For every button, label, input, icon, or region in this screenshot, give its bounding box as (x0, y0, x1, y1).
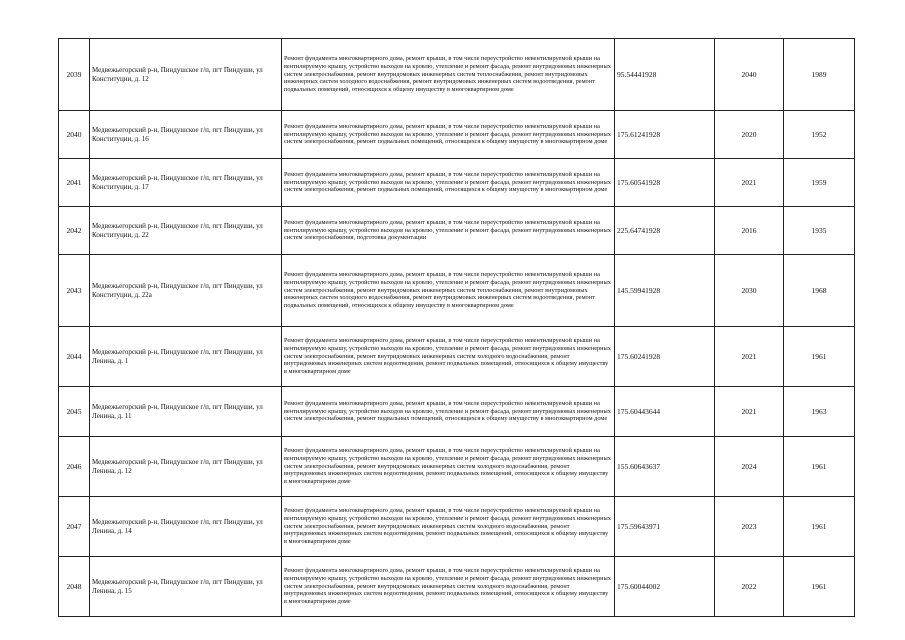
built-year-cell: 1959 (784, 159, 855, 207)
built-year-cell: 1968 (784, 255, 855, 327)
table-row (59, 39, 855, 111)
built-year-cell: 1989 (784, 39, 855, 111)
built-year-cell: 1961 (784, 497, 855, 557)
row-number: 2042 (59, 207, 90, 255)
repair-program-table (58, 38, 855, 617)
built-year-cell: 1952 (784, 111, 855, 159)
built-year-cell: 1963 (784, 387, 855, 437)
built-year-cell: 1961 (784, 557, 855, 617)
row-number: 2039 (59, 39, 90, 111)
cost-cell: 175.60241928 (615, 327, 715, 387)
table-row (59, 255, 855, 327)
address-cell: Медвежьегорский р-н, Пиндушское г/п, пгт Пиндуши, ул Ленина, д. 14 (90, 497, 282, 557)
planned-year-cell: 2040 (715, 39, 784, 111)
table-row (59, 557, 855, 617)
address-cell: Медвежьегорский р-н, Пиндушское г/п, пгт Пиндуши, ул Ленина, д. 11 (90, 387, 282, 437)
works-cell: Ремонт фундамента многоквартирного дома, ремонт крыши, в том числе переустройство невентилируемой крыши на вентилируемую крышу, устройство выходов на кровлю, утепление и ремонт фасада, ремонт внутридомовых инженерных систем электроснабжения, ремонт подвальных помещений, относящихся к общему имуществу в многоквартирном доме (282, 111, 615, 159)
built-year-cell: 1961 (784, 327, 855, 387)
cost-cell: 175.61241928 (615, 111, 715, 159)
table-row (59, 387, 855, 437)
works-cell: Ремонт фундамента многоквартирного дома, ремонт крыши, в том числе переустройство невентилируемой крыши на вентилируемую крышу, устройство выходов на кровлю, утепление и ремонт фасада, ремонт внутридомовых инженерных систем электроснабжения, ремонт внутридомовых инженерных систем холодного водоснабжения, ремонт внутридомовых инженерных систем водоотведения, ремонт подвальных помещений, относящихся к общему имуществу в многоквартирном доме (282, 327, 615, 387)
planned-year-cell: 2020 (715, 111, 784, 159)
address-cell: Медвежьегорский р-н, Пиндушское г/п, пгт Пиндуши, ул Ленина, д. 15 (90, 557, 282, 617)
address-cell: Медвежьегорский р-н, Пиндушское г/п, пгт Пиндуши, ул Конституции, д. 12 (90, 39, 282, 111)
cost-cell: 175.60044002 (615, 557, 715, 617)
works-cell: Ремонт фундамента многоквартирного дома, ремонт крыши, в том числе переустройство невентилируемой крыши на вентилируемую крышу, устройство выходов на кровлю, утепление и ремонт фасада, ремонт внутридомовых инженерных систем электроснабжения, ремонт внутридомовых инженерных систем теплоснабжения, ремонт внутридомовых инженерных систем холодного водоснабжения, ремонт внутридомовых инженерных систем водоотведения, ремонт подвальных помещений, относящихся к общему имуществу в многоквартирном доме (282, 39, 615, 111)
planned-year-cell: 2024 (715, 437, 784, 497)
address-cell: Медвежьегорский р-н, Пиндушское г/п, пгт Пиндуши, ул Конституции, д. 22 (90, 207, 282, 255)
planned-year-cell: 2021 (715, 387, 784, 437)
planned-year-cell: 2023 (715, 497, 784, 557)
row-number: 2040 (59, 111, 90, 159)
cost-cell: 225.64741928 (615, 207, 715, 255)
planned-year-cell: 2016 (715, 207, 784, 255)
cost-cell: 145.59941928 (615, 255, 715, 327)
address-cell: Медвежьегорский р-н, Пиндушское г/п, пгт Пиндуши, ул Ленина, д. 12 (90, 437, 282, 497)
address-cell: Медвежьегорский р-н, Пиндушское г/п, пгт Пиндуши, ул Ленина, д. 1 (90, 327, 282, 387)
cost-cell: 155.60643637 (615, 437, 715, 497)
row-number: 2044 (59, 327, 90, 387)
works-cell: Ремонт фундамента многоквартирного дома, ремонт крыши, в том числе переустройство невентилируемой крыши на вентилируемую крышу, устройство выходов на кровлю, утепление и ремонт фасада, ремонт внутридомовых инженерных систем электроснабжения, ремонт внутридомовых инженерных систем холодного водоснабжения, ремонт внутридомовых инженерных систем водоотведения, ремонт подвальных помещений, относящихся к общему имуществу в многоквартирном доме (282, 497, 615, 557)
planned-year-cell: 2030 (715, 255, 784, 327)
works-cell: Ремонт фундамента многоквартирного дома, ремонт крыши, в том числе переустройство невентилируемой крыши на вентилируемую крышу, устройство выходов на кровлю, утепление и ремонт фасада, ремонт внутридомовых инженерных систем электроснабжения, ремонт внутридомовых инженерных систем теплоснабжения, ремонт внутридомовых инженерных систем холодного водоснабжения, ремонт внутридомовых инженерных систем водоотведения, ремонт подвальных помещений, относящихся к общему имуществу в многоквартирном доме (282, 255, 615, 327)
works-cell: Ремонт фундамента многоквартирного дома, ремонт крыши, в том числе переустройство невентилируемой крыши на вентилируемую крышу, устройство выходов на кровлю, утепление и ремонт фасада, ремонт внутридомовых инженерных систем электроснабжения, ремонт внутридомовых инженерных систем холодного водоснабжения, ремонт внутридомовых инженерных систем водоотведения, ремонт подвальных помещений, относящихся к общему имуществу в многоквартирном доме (282, 557, 615, 617)
works-cell: Ремонт фундамента многоквартирного дома, ремонт крыши, в том числе переустройство невентилируемой крыши на вентилируемую крышу, устройство выходов на кровлю, утепление и ремонт фасада, ремонт внутридомовых инженерных систем электроснабжения, ремонт подвальных помещений, относящихся к общему имуществу в многоквартирном доме (282, 159, 615, 207)
row-number: 2041 (59, 159, 90, 207)
table-row (59, 497, 855, 557)
cost-cell: 175.60541928 (615, 159, 715, 207)
address-cell: Медвежьегорский р-н, Пиндушское г/п, пгт Пиндуши, ул Конституции, д. 22а (90, 255, 282, 327)
works-cell: Ремонт фундамента многоквартирного дома, ремонт крыши, в том числе переустройство невентилируемой крыши на вентилируемую крышу, устройство выходов на кровлю, утепление и ремонт фасада, ремонт внутридомовых инженерных систем электроснабжения, ремонт внутридомовых инженерных систем холодного водоснабжения, ремонт внутридомовых инженерных систем водоотведения, ремонт подвальных помещений, относящихся к общему имуществу в многоквартирном доме (282, 437, 615, 497)
row-number: 2043 (59, 255, 90, 327)
table-row (59, 111, 855, 159)
planned-year-cell: 2021 (715, 327, 784, 387)
table-row (59, 207, 855, 255)
built-year-cell: 1961 (784, 437, 855, 497)
address-cell: Медвежьегорский р-н, Пиндушское г/п, пгт Пиндуши, ул Конституции, д. 16 (90, 111, 282, 159)
row-number: 2046 (59, 437, 90, 497)
row-number: 2045 (59, 387, 90, 437)
works-cell: Ремонт фундамента многоквартирного дома, ремонт крыши, в том числе переустройство невентилируемой крыши на вентилируемую крышу, устройство выходов на кровлю, утепление и ремонт фасада, ремонт внутридомовых инженерных систем электроснабжения, подготовка документации (282, 207, 615, 255)
cost-cell: 175.59643971 (615, 497, 715, 557)
table-row (59, 327, 855, 387)
cost-cell: 175.60443644 (615, 387, 715, 437)
row-number: 2048 (59, 557, 90, 617)
works-cell: Ремонт фундамента многоквартирного дома, ремонт крыши, в том числе переустройство невентилируемой крыши на вентилируемую крышу, устройство выходов на кровлю, утепление и ремонт фасада, ремонт внутридомовых инженерных систем электроснабжения, ремонт подвальных помещений, относящихся к общему имуществу в многоквартирном доме (282, 387, 615, 437)
address-cell: Медвежьегорский р-н, Пиндушское г/п, пгт Пиндуши, ул Конституции, д. 17 (90, 159, 282, 207)
planned-year-cell: 2021 (715, 159, 784, 207)
table-row (59, 437, 855, 497)
cost-cell: 95.54441928 (615, 39, 715, 111)
table-row (59, 159, 855, 207)
built-year-cell: 1935 (784, 207, 855, 255)
planned-year-cell: 2022 (715, 557, 784, 617)
row-number: 2047 (59, 497, 90, 557)
